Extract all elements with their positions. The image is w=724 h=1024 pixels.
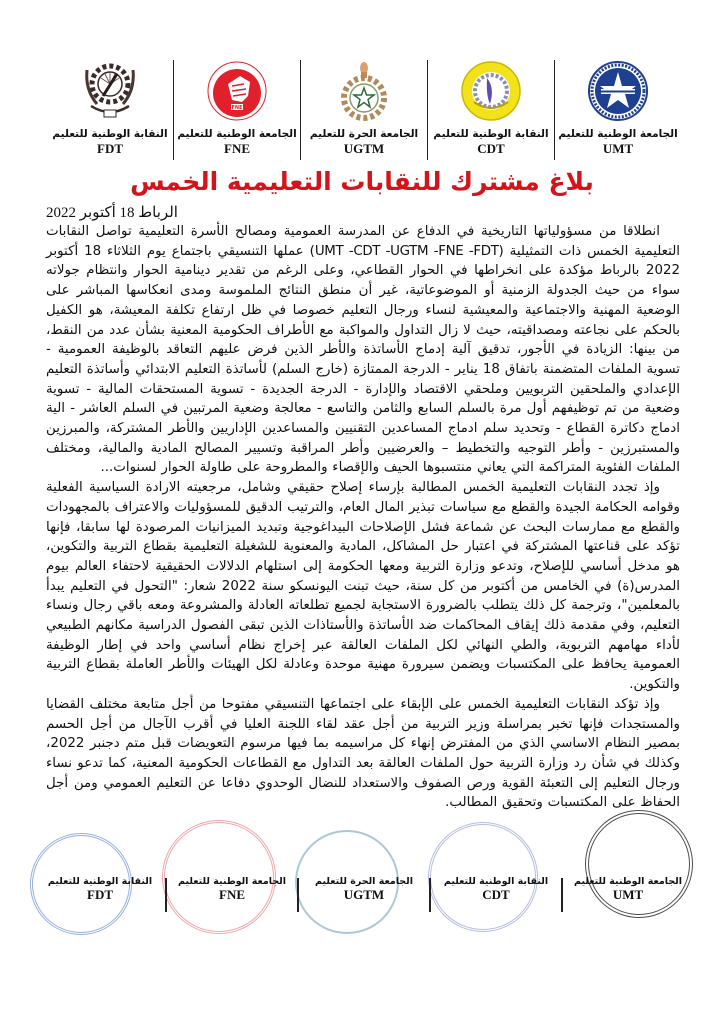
org-fdt (50, 58, 170, 164)
signatory-arabic-name: الجامعة الحرة للتعليم (315, 876, 413, 887)
org-cdt (431, 58, 551, 164)
org-arabic-name: الجامعة الوطنية للتعليم (558, 128, 678, 140)
org-ugtm (304, 58, 424, 164)
fdt-logo-icon (79, 60, 141, 122)
signatory-abbr: FNE (219, 887, 245, 902)
paragraph: انطلاقا من مسؤولياتها التاريخية في الدفاع عن المدرسة العمومية ومصالح الأسرة التعليمية تواصل النقابات التعليمية الخمس ذات التمثيلية (UMT -CDT -UGTM -FNE -FDT) عملها التنسيقي باجتماع يوم الثلاثاء 18 أكتوبر 2022 بالرباط مؤكدة على انخراطها في الحوار القطاعي، وعلى الرغم من تقدير دينامية الحوار وانتظام جولاته سواء من حيث الجدولة الزمنية أو الموضوعاتية، غير أن منطق النتائج الملموسة ومدى انعكاسها المباشر على الوضعية المهنية والاجتماعية والمعيشية لنساء ورجال التعليم خصوصا في ظل ارتفاع تكلفة المعيشة، هو الكفيل بالحكم على نجاعته ومصداقيته، حيث لا زال التداول والمواكبة مع الأطراف الحكومية المعنية بشأن عدد من النقط، من بينها: الزيادة في الأجور، تدقيق آلية إدماج الأساتذة والأطر الذين فرض عليهم التعاقد بالوظيفة العمومية - تسوية الملفات المتضمنة باتفاق 18 يناير - الدرجة الممتازة (خارج السلم) لأساتذة التعليم الابتدائي وأساتذة التعليم الإعدادي والملحقين التربويين وملحقي الاقتصاد والإدارة - الدرجة الجديدة - تسوية المستحقات المالية - تسوية وضعية من تم توظيفهم أول مرة بالسلم السابع والثامن والتاسع - معالجة وضعية المرتبين في السلم العاشر - الية ادماج دكاترة القطاع - وتحديد سلم ادماج المساعدين التقنيين والمساعدين الإداريين والأطر المشتركة، والمبرزين والمستبرزين - وأطر التوجيه والتخطيط – والعرضيين وأطر المراقبة وتسيير المصالح المادية والمالية، ومختلف الملفات الفئوية المتراكمة التي يعاني منتسبوها الحيف والإقصاء والمطروحة على طاولة الحوار لسنوات... (46, 224, 680, 476)
signature-fdt (40, 876, 160, 916)
signature-fne (172, 876, 292, 916)
document-body (46, 222, 680, 813)
date-line: الرباط 18 أكتوبر 2022 (46, 205, 178, 221)
org-abbr: FDT (97, 141, 123, 156)
signatory-abbr: FDT (87, 887, 113, 902)
divider (427, 60, 429, 160)
signatory-abbr: UGTM (343, 887, 385, 902)
ugtm-logo-icon (333, 60, 395, 122)
document-title: بلاغ مشترك للنقابات التعليمية الخمس (130, 167, 594, 196)
org-fne (177, 58, 297, 164)
divider (561, 878, 563, 912)
svg-text:FNE: FNE (231, 105, 243, 111)
org-abbr: CDT (477, 141, 505, 156)
fne-logo-icon (206, 60, 268, 122)
divider (429, 878, 431, 912)
signatory-abbr: UMT (612, 887, 644, 902)
org-abbr: UGTM (343, 141, 385, 156)
org-abbr: UMT (602, 141, 634, 156)
signatory-arabic-name: الجامعة الوطنية للتعليم (178, 876, 286, 887)
divider (300, 60, 302, 160)
divider (297, 878, 299, 912)
cdt-logo-icon (460, 60, 522, 122)
signatory-arabic-name: النقابة الوطنية للتعليم (443, 876, 549, 887)
org-arabic-name: الجامعة الوطنية للتعليم (177, 128, 297, 140)
signatory-abbr: CDT (482, 887, 510, 902)
signature-cdt (436, 876, 556, 916)
paragraph: وإذ تجدد النقابات التعليمية الخمس المطالبة بإرساء إصلاح حقيقي وشامل، مرجعيته الارادة السياسية الفعلية وقوامه الحكامة الجيدة والقطع مع سياسات تبذير المال العام، والترتيب الدقيق للمسؤوليات والاعتراف بالمجهودات والقطع مع ممارسات البحث عن شماعة فشل الإصلاحات البيداغوجية وتبديد الميزانيات المرصودة لها سابقا، فإنها تؤكد على قناعتها المشتركة في اعتبار حل المشاكل، المادية والمعنوية للشغيلة التعليمية بقطاع التربية والتكوين، هو مدخل أساسي للإصلاح، وتدعو وزارة التربية ومعها الحكومة إلى استلهام الدلالات الحقيقية لاحتفاء العالم بيوم المدرس(ة) في الخامس من أكتوبر من كل سنة، حيث تبنت اليونسكو سنة 2022 شعار: "التحول في التعليم يبدأ بالمعلمين"، وترجمة كل ذلك يتطلب بالضرورة الاستجابة لجميع تطلعاته العادلة والمشروعة ومعه باقي رجال ونساء التعليم، وفي مقدمة ذلك إيقاف المحاكمات ضد الأساتذة والأستاذات الذين تبقى الفصول الدراسية مكانهم الطبيعي لأداء مهامهم التربوية، والطي النهائي لكل الملفات العالقة عبر إخراج نظام أساسي واحد في إطار الوظيفة العمومية يحافظ على المكتسبات ويضمن سيرورة مهنية موحدة وعادلة لكل الهيئات والأطر العاملة بقطاع التربية والتكوين. (46, 480, 681, 693)
signature-ugtm (304, 876, 424, 916)
signatory-arabic-name: الجامعة الوطنية للتعليم (574, 876, 682, 887)
divider (165, 878, 167, 912)
org-arabic-name: النقابة الوطنية للتعليم (433, 128, 549, 140)
paragraph: وإذ تؤكد النقابات التعليمية الخمس على الإبقاء على اجتماعها التنسيقي مفتوحا من أجل متابعة مختلف القضايا والمستجدات فإنها تخبر بمراسلة وزير التربية من أجل عقد لقاء اللجنة العليا في أقرب الآجال من أجل الحسم بمصير النظام الاساسي الذي من المفترض إنهاء كل مراسيمه بما فيها مرسوم التعويضات قبل متم دجنبر 2022، وكذلك في شأن رد وزارة التربية حول الملفات العالقة بعد التداول مع القطاعات الحكومية المعنية، كما تدعو نساء ورجال التعليم إلى التعبئة القوية ورص الصفوف والاستعداد للنضال الوحدوي دفاعا عن التعليم العمومي ومن أجل الحفاظ على المكتسبات وتحقيق المطالب. (46, 696, 680, 811)
signature-umt (568, 876, 688, 916)
divider (173, 60, 175, 160)
org-abbr: FNE (224, 141, 250, 156)
union-logos-header (50, 58, 678, 164)
divider (554, 60, 556, 160)
signatory-arabic-name: النقابة الوطنية للتعليم (47, 876, 153, 887)
org-umt (558, 58, 678, 164)
org-arabic-name: الجامعة الحرة للتعليم (309, 128, 419, 140)
org-arabic-name: النقابة الوطنية للتعليم (52, 128, 168, 140)
signatures-footer (40, 876, 688, 916)
umt-logo-icon (587, 60, 649, 122)
